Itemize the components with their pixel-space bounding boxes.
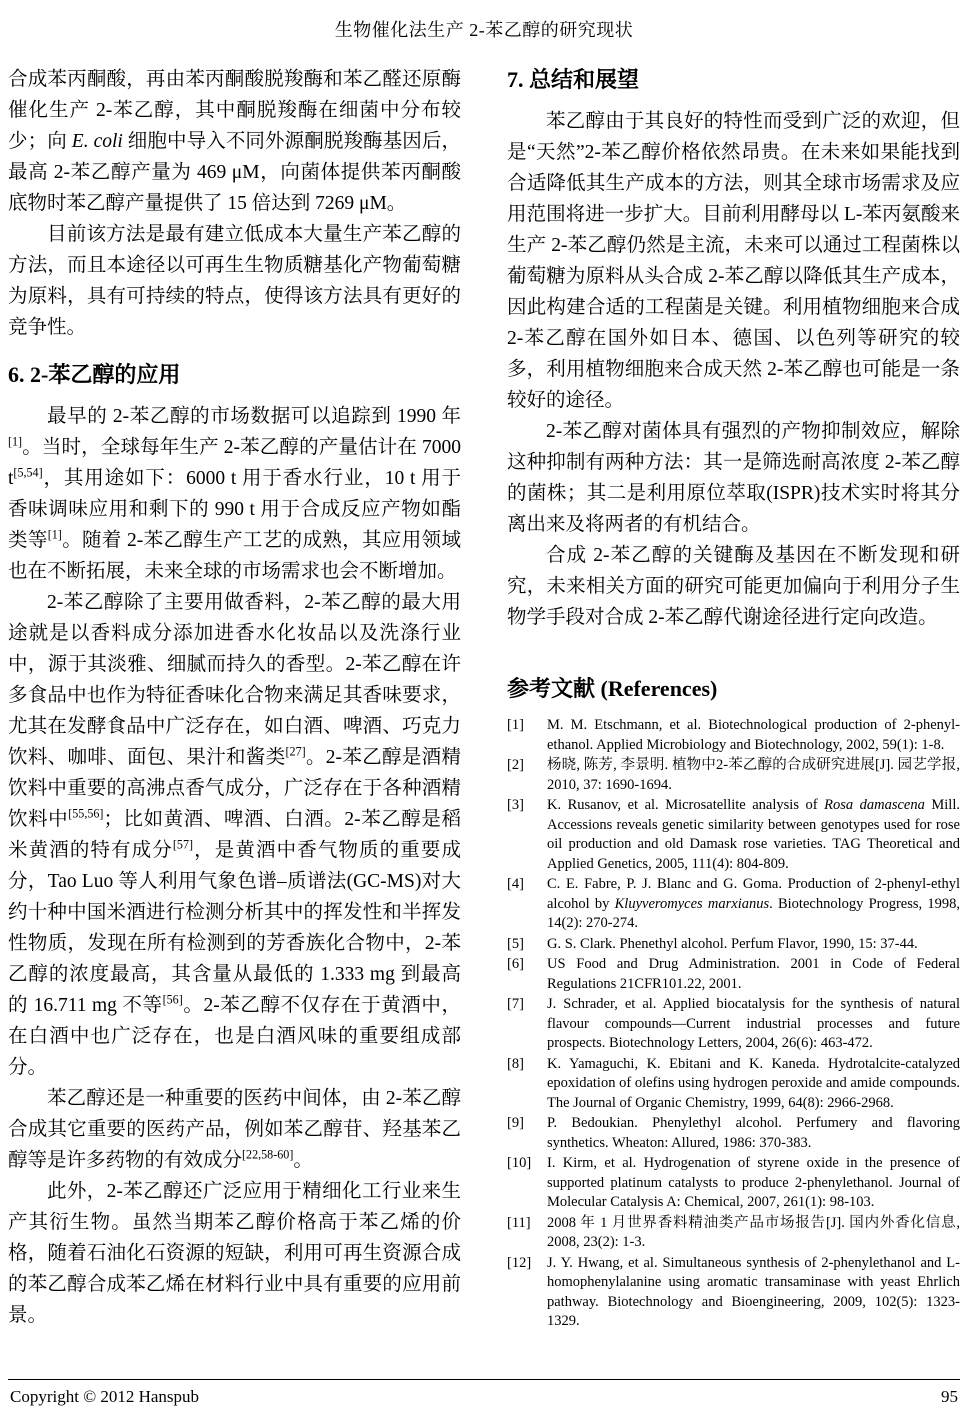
section-heading: 6. 2-苯乙醇的应用 <box>8 362 181 387</box>
reference-text: 杨晓, 陈芳, 李景明. 植物中2-苯乙醇的合成研究进展[J]. 园艺学报, 2010, 37: 1690-1694. <box>547 757 960 793</box>
reference-text: J. Y. Hwang, et al. Simultaneous synthesis of 2-phenylethanol and L-homophenylalanine using aromatic transaminase with yeast Ehrlich pathway. Biotechnology and Bioengineering, 2009, 102(5): 1323-1329. <box>547 1254 960 1329</box>
reference-item <box>507 955 960 994</box>
reference-item <box>507 1254 960 1332</box>
reference-item <box>507 1154 960 1213</box>
reference-text: K. Yamaguchi, K. Ebitani and K. Kaneda. Hydrotalcite-catalyzed epoxidation of olefins using hydrogen peroxide and amide compounds. The Journal of Organic Chemistry, 1999, 64(8): 2966-2968. <box>547 1055 960 1111</box>
reference-item <box>507 995 960 1054</box>
running-title: 生物催化法生产 2-苯乙醇的研究现状 <box>334 20 634 40</box>
paragraph: 苯乙醇由于其良好的特性而受到广泛的欢迎，但是“天然”2-苯乙醇价格依然昂贵。在未来如果能找到合适降低其生产成本的方法，则其全球市场需求及应用范围将进一步扩大。目前利用酵母以 L-苯丙氨酸来生产 2-苯乙醇仍然是主流，未来可以通过工程菌株以葡萄糖为原料从头合成 2-苯乙醇以降低其生产成本，因此构建合适的工程菌是关键。利用植物细胞来合成 2-苯乙醇在国外如日本、德国、以色列等研究的较多，利用植物细胞来合成天然 2-苯乙醇也可能是一条较好的途径。 <box>507 110 960 411</box>
reference-item <box>507 1055 960 1114</box>
reference-number: [11] <box>507 1214 531 1231</box>
reference-item <box>507 1114 960 1153</box>
reference-number: [2] <box>507 757 524 773</box>
reference-text: J. Schrader, et al. Applied biocatalysis for the synthesis of natural flavour compounds—Current industrial processes and future prospects. Biotechnology Letters, 2004, 26(6): 463-472. <box>547 996 960 1051</box>
paragraph: 苯乙醇还是一种重要的医药中间体，由 2-苯乙醇合成其它重要的医药产品，例如苯乙醇苷、羟基苯乙醇等是许多药物的有效成分[22,58-60]。 <box>8 1087 461 1171</box>
references-heading: 参考文献 (References) <box>507 675 718 701</box>
copyright-text: Copyright © 2012 Hanspub <box>10 1387 200 1406</box>
references-list <box>507 716 960 1332</box>
reference-number: [7] <box>507 996 524 1012</box>
paragraph: 此外，2-苯乙醇还广泛应用于精细化工行业来生产其衍生物。虽然当期苯乙醇价格高于苯乙烯的价格，随着石油化石资源的短缺，利用可再生资源合成的苯乙醇合成苯乙烯在材料行业中具有重要的应用前景。 <box>8 1180 461 1326</box>
two-column-body <box>8 64 960 1379</box>
reference-text: M. M. Etschmann, et al. Biotechnological production of 2-phenyl-ethanol. Applied Microbiology and Biotechnology, 2002, 59(1): 1-8. <box>547 717 960 753</box>
reference-number: [12] <box>507 1254 532 1271</box>
paragraph: 目前该方法是最有建立低成本大量生产苯乙醇的方法，而且本途径以可再生生物质糖基化产物葡萄糖为原料，具有可持续的特点，使得该方法具有更好的竞争性。 <box>8 224 461 338</box>
reference-text: C. E. Fabre, P. J. Blanc and G. Goma. Production of 2-phenyl-ethyl alcohol by Kluyveromyces marxianus. Biotechnology Progress, 1998, 14(2): 270-274. <box>547 876 960 931</box>
reference-text: G. S. Clark. Phenethyl alcohol. Perfum Flavor, 1990, 15: 37-44. <box>547 935 918 952</box>
reference-text: I. Kirm, et al. Hydrogenation of styrene oxide in the presence of supported platinum catalysts to produce 2-phenylethanol. Journal of Molecular Catalysis A: Chemical, 2007, 261(1): 98-103. <box>547 1155 960 1210</box>
reference-item <box>507 875 960 934</box>
paragraph: 2-苯乙醇除了主要用做香料，2-苯乙醇的最大用途就是以香料成分添加进香水化妆品以及洗涤行业中，源于其淡雅、细腻而持久的香型。2-苯乙醇在许多食品中也作为特征香味化合物来满足其香味要求，尤其在发酵食品中广泛存在，如白酒、啤酒、巧克力饮料、咖啡、面包、果汁和酱类[27]。2-苯乙醇是酒精饮料中重要的高沸点香气成分，广泛存在于各种酒精饮料中[55,56]；比如黄酒、啤酒、白酒。2-苯乙醇是稻米黄酒的特有成分[57]，是黄酒中香气物质的重要成分，Tao Luo 等人利用气象色谱–质谱法(GC-MS)对大约十种中国米酒进行检测分析其中的挥发性和半挥发性物质，发现在所有检测到的芳香族化合物中，2-苯乙醇的浓度最高，其含量从最低的 1.333 mg 到最高的 16.711 mg 不等[56]。2-苯乙醇不仅存在于黄酒中，在白酒中也广泛存在，也是白酒风味的重要组成部分。 <box>8 591 461 1078</box>
reference-number: [3] <box>507 797 524 813</box>
reference-text: K. Rusanov, et al. Microsatellite analysis of Rosa damascena Mill. Accessions reveals genetic similarity between genotypes used for rose oil production and old Damask rose varieties. TAG Theoretical and Applied Genetics, 2005, 111(4): 804-809. <box>547 797 960 872</box>
right-column-text <box>507 66 960 702</box>
reference-item <box>507 1214 960 1253</box>
reference-number: [5] <box>507 935 524 952</box>
paragraph: 合成苯丙酮酸，再由苯丙酮酸脱羧酶和苯乙醛还原酶催化生产 2-苯乙醇，其中酮脱羧酶在细菌中分布较少；向 E. coli 细胞中导入不同外源酮脱羧酶基因后，最高 2-苯乙醇产量为 469 μM，向菌体提供苯丙酮酸底物时苯乙醇产量提供了 15 倍达到 7269 μM。 <box>8 69 461 214</box>
section-heading: 7. 总结和展望 <box>507 67 640 92</box>
paragraph: 2-苯乙醇对菌体具有强烈的产物抑制效应，解除这种抑制有两种方法：其一是筛选耐高浓度 2-苯乙醇的菌株；其二是利用原位萃取(ISPR)技术实时将其分离出来及将两者的有机结合。 <box>507 420 960 535</box>
left-column <box>8 64 461 1331</box>
page-header <box>8 12 960 64</box>
reference-number: [4] <box>507 876 524 892</box>
reference-text: US Food and Drug Administration. 2001 in Code of Federal Regulations 21CFR101.22, 2001. <box>547 956 960 992</box>
right-column <box>507 64 960 1333</box>
reference-text: P. Bedoukian. Phenylethyl alcohol. Perfumery and flavoring synthetics. Wheaton: Allured, 1986: 370-383. <box>547 1115 960 1151</box>
reference-item <box>507 716 960 755</box>
paragraph: 合成 2-苯乙醇的关键酶及基因在不断发现和研究，未来相关方面的研究可能更加偏向于利用分子生物学手段对合成 2-苯乙醇代谢途径进行定向改造。 <box>507 544 960 628</box>
reference-item <box>507 935 960 955</box>
page-footer <box>8 1379 960 1414</box>
paragraph: 最早的 2-苯乙醇的市场数据可以追踪到 1990 年[1]。当时，全球每年生产 2-苯乙醇的产量估计在 7000 t[5,54]，其用途如下：6000 t 用于香水行业，10 t 用于香味调味应用和剩下的 990 t 用于合成反应产物如酯类等[1]。随着 2-苯乙醇生产工艺的成熟，其应用领域也在不断拓展，未来全球的市场需求也会不断增加。 <box>8 405 461 582</box>
reference-number: [8] <box>507 1055 524 1072</box>
reference-number: [6] <box>507 956 524 972</box>
reference-item <box>507 796 960 874</box>
reference-number: [10] <box>507 1155 532 1171</box>
reference-text: 2008 年 1 月世界香料精油类产品市场报告[J]. 国内外香化信息, 2008, 23(2): 1-3. <box>547 1214 960 1250</box>
reference-number: [9] <box>507 1115 524 1131</box>
reference-number: [1] <box>507 717 524 733</box>
page-number: 95 <box>941 1387 958 1406</box>
reference-item <box>507 756 960 795</box>
